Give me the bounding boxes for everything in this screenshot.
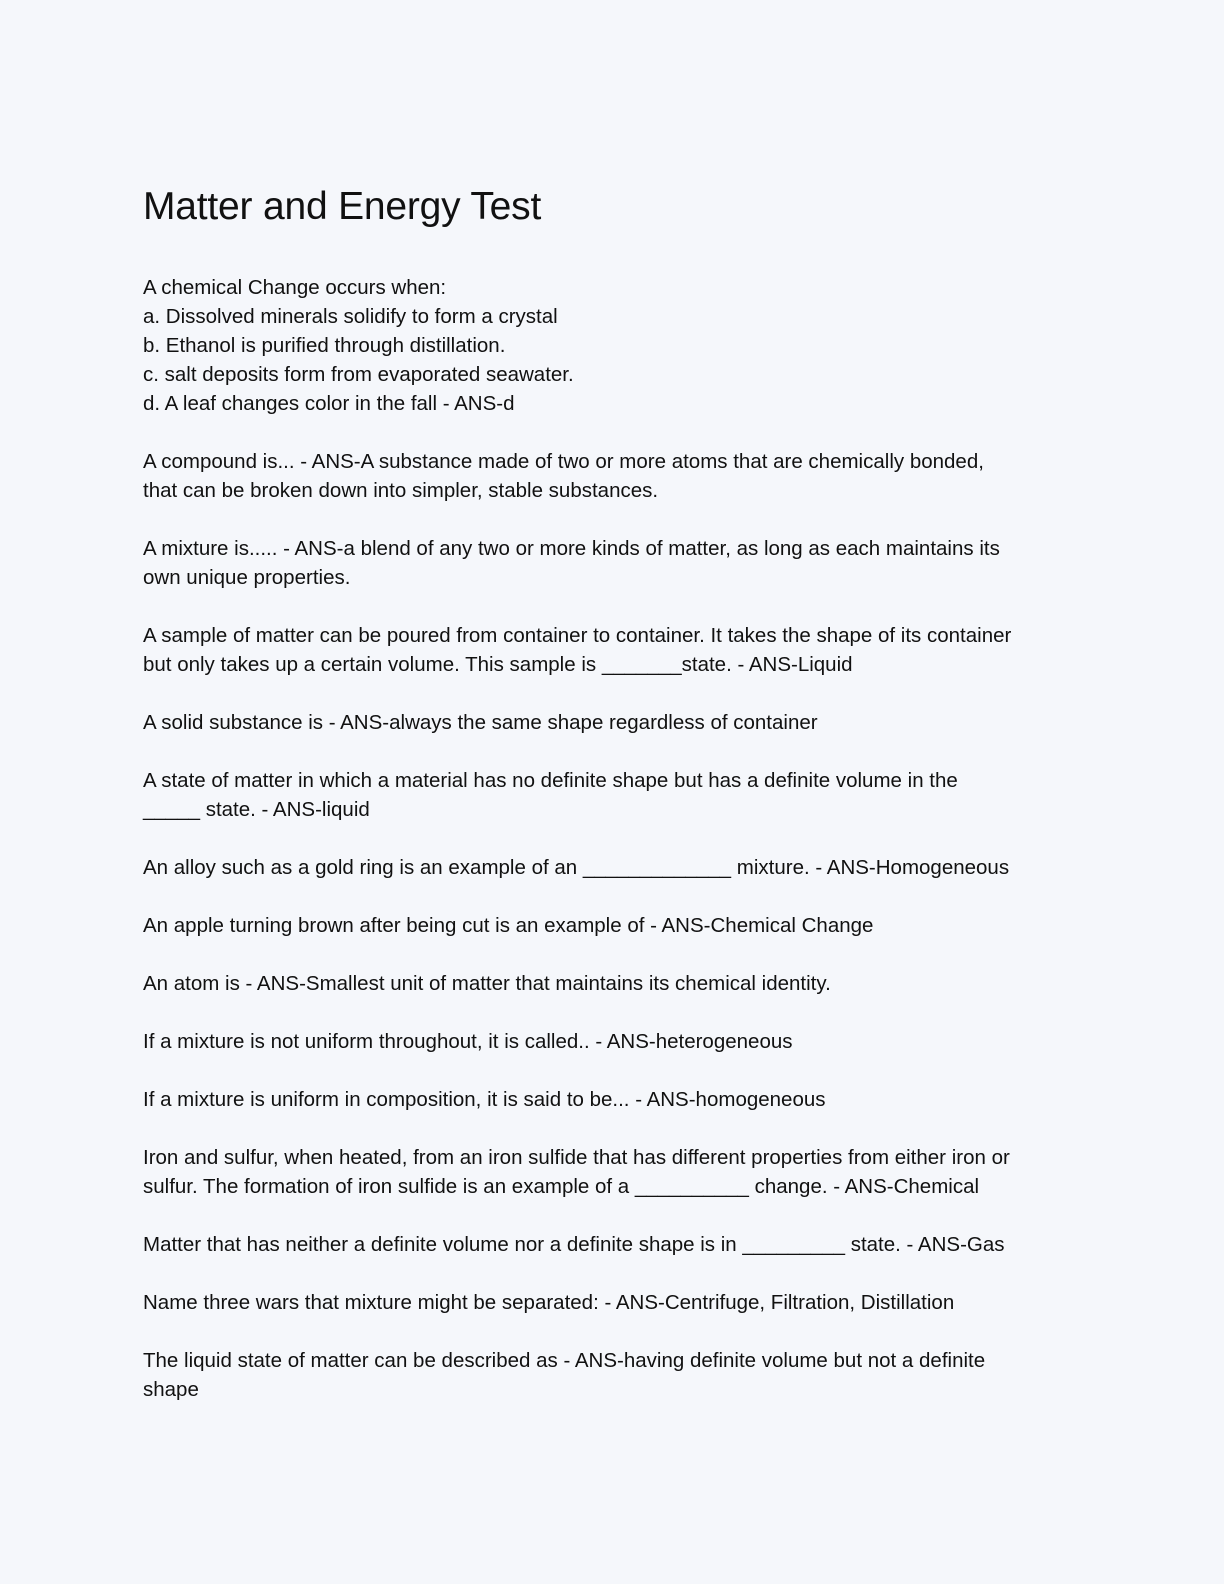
question-item <box>143 1346 1083 1404</box>
question-line: b. Ethanol is purified through distillation. <box>143 334 506 357</box>
question-line: own unique properties. <box>143 566 351 589</box>
question-line: c. salt deposits form from evaporated seawater. <box>143 363 574 386</box>
question-item <box>143 911 1083 940</box>
question-item <box>143 1027 1083 1056</box>
question-line: If a mixture is not uniform throughout, it is called.. - ANS-heterogeneous <box>143 1030 793 1053</box>
question-line: shape <box>143 1378 199 1401</box>
question-item <box>143 969 1083 998</box>
question-line: A compound is... - ANS-A substance made of two or more atoms that are chemically bonded, <box>143 450 984 473</box>
question-line: An atom is - ANS-Smallest unit of matter that maintains its chemical identity. <box>143 972 831 995</box>
question-line: but only takes up a certain volume. This sample is _______state. - ANS-Liquid <box>143 653 853 676</box>
question-line: Name three wars that mixture might be separated: - ANS-Centrifuge, Filtration, Distillation <box>143 1291 955 1314</box>
question-item <box>143 708 1083 737</box>
question-line: that can be broken down into simpler, stable substances. <box>143 479 659 502</box>
question-item <box>143 766 1083 824</box>
question-line: A sample of matter can be poured from container to container. It takes the shape of its container <box>143 624 1012 647</box>
question-item <box>143 1230 1083 1259</box>
question-item <box>143 447 1083 505</box>
question-line: A mixture is..... - ANS-a blend of any two or more kinds of matter, as long as each maintains its <box>143 537 1000 560</box>
question-item <box>143 1143 1083 1201</box>
question-line: d. A leaf changes color in the fall - ANS-d <box>143 392 515 415</box>
question-line: An apple turning brown after being cut is an example of - ANS-Chemical Change <box>143 914 874 937</box>
question-line: _____ state. - ANS-liquid <box>143 798 370 821</box>
question-line: Iron and sulfur, when heated, from an iron sulfide that has different properties from either iron or <box>143 1146 1010 1169</box>
document-title: Matter and Energy Test <box>143 185 542 228</box>
question-line: If a mixture is uniform in composition, it is said to be... - ANS-homogeneous <box>143 1088 826 1111</box>
question-line: sulfur. The formation of iron sulfide is an example of a __________ change. - ANS-Chemical <box>143 1175 980 1198</box>
question-item <box>143 273 1083 418</box>
question-list <box>143 273 1083 1433</box>
question-line: a. Dissolved minerals solidify to form a crystal <box>143 305 558 328</box>
question-item <box>143 1288 1083 1317</box>
question-line: The liquid state of matter can be described as - ANS-having definite volume but not a definite <box>143 1349 986 1372</box>
question-line: An alloy such as a gold ring is an example of an _____________ mixture. - ANS-Homogeneous <box>143 856 1010 879</box>
question-item <box>143 621 1083 679</box>
question-line: A chemical Change occurs when: <box>143 276 447 299</box>
question-item <box>143 534 1083 592</box>
question-line: Matter that has neither a definite volume nor a definite shape is in _________ state. - ANS-Gas <box>143 1233 1005 1256</box>
question-line: A solid substance is - ANS-always the same shape regardless of container <box>143 711 818 734</box>
question-item <box>143 853 1083 882</box>
question-line: A state of matter in which a material has no definite shape but has a definite volume in the <box>143 769 958 792</box>
question-item <box>143 1085 1083 1114</box>
